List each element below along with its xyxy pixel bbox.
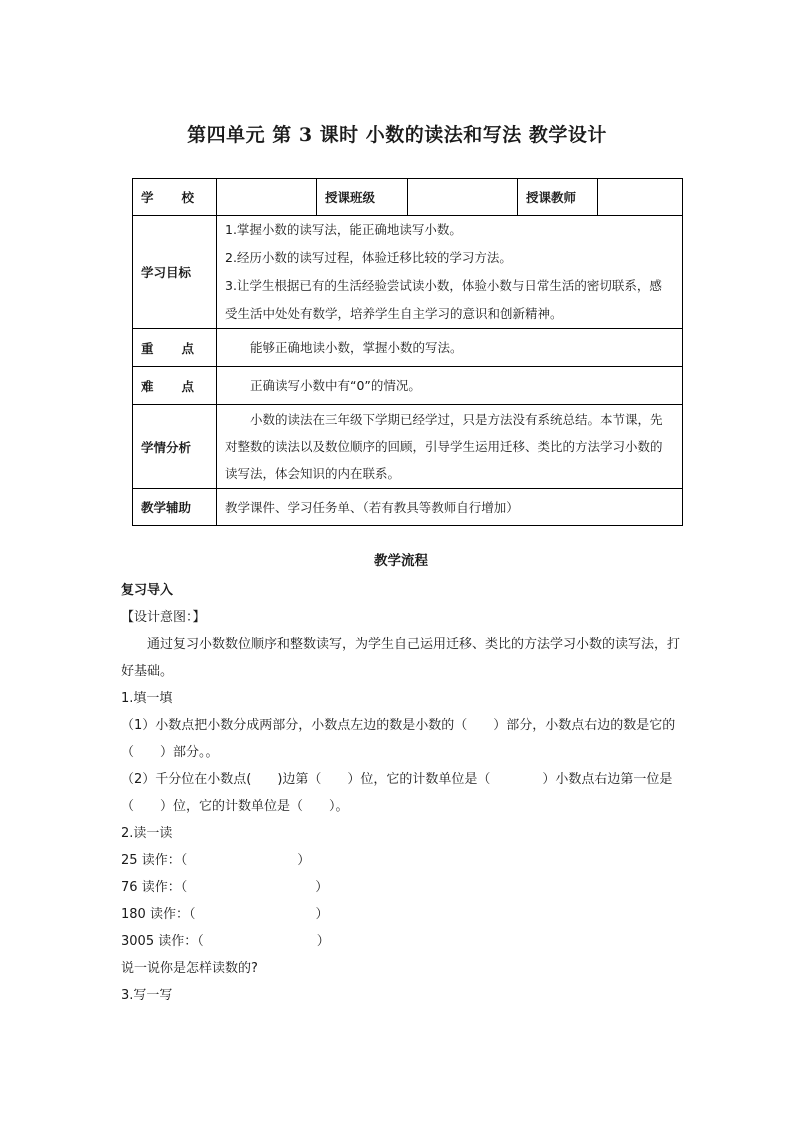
table-row <box>133 179 683 216</box>
objective-item: 2.经历小数的读写过程，体验迁移比较的学习方法。 <box>225 250 512 265</box>
table-row <box>133 216 683 329</box>
difficult-point-label: 难 点 <box>133 367 217 405</box>
read-item: 3005 读作：（ ） <box>121 934 330 949</box>
school-value-cell <box>217 179 317 216</box>
objectives-cell <box>217 216 683 329</box>
page-title: 第四单元 第 3 课时 小数的读法和写法 教学设计 <box>187 124 607 146</box>
teacher-value-cell <box>598 179 683 216</box>
read-item: 25 读作：（ ） <box>121 853 311 868</box>
table-row <box>133 489 683 526</box>
class-value-cell <box>408 179 518 216</box>
question-2-title: 2.读一读 <box>121 826 173 841</box>
key-point-text: 能够正确地读小数，掌握小数的写法。 <box>217 329 683 367</box>
design-intent-label: 【设计意图：】 <box>121 610 206 625</box>
question-1a: （1）小数点把小数分成两部分，小数点左边的数是小数的（ ）部分，小数点右边的数是它的（ ）部分。。 <box>121 718 676 760</box>
teacher-label: 授课教师 <box>518 179 598 216</box>
flow-title: 教学流程 <box>374 553 428 569</box>
table-row <box>133 329 683 367</box>
question-1b: （2）千分位在小数点( )边第（ ）位，它的计数单位是（ ）小数点右边第一位是（ ）位，它的计数单位是（ ）。 <box>121 772 673 814</box>
school-label: 学 校 <box>133 179 217 216</box>
aids-text: 教学课件、学习任务单、（若有教具等教师自行增加） <box>217 489 683 526</box>
question-3-title: 3.写一写 <box>121 988 173 1003</box>
analysis-text: 小数的读法在三年级下学期已经学过，只是方法没有系统总结。本节课，先对整数的读法以及数位顺序的回顾，引导学生运用迁移、类比的方法学习小数的读写法，体会知识的内在联系。 <box>217 405 683 489</box>
lesson-info-table <box>132 178 683 526</box>
difficult-point-text: 正确读写小数中有“0”的情况。 <box>217 367 683 405</box>
read-item: 180 读作：（ ） <box>121 907 329 922</box>
objective-item: 3.让学生根据已有的生活经验尝试读小数，体验小数与日常生活的密切联系，感受生活中处处有数学，培养学生自主学习的意识和创新精神。 <box>225 278 662 321</box>
question-2-prompt: 说一说你是怎样读数的? <box>121 961 258 976</box>
question-1-title: 1.填一填 <box>121 691 173 706</box>
section-heading: 复习导入 <box>121 583 174 598</box>
design-intent-text: 通过复习小数数位顺序和整数读写，为学生自己运用迁移、类比的方法学习小数的读写法，打好基础。 <box>121 637 681 679</box>
read-item: 76 读作：（ ） <box>121 880 329 895</box>
class-label: 授课班级 <box>317 179 408 216</box>
analysis-label: 学情分析 <box>133 405 217 489</box>
table-row <box>133 405 683 489</box>
teaching-flow <box>121 549 681 1009</box>
aids-label: 教学辅助 <box>133 489 217 526</box>
table-row <box>133 367 683 405</box>
objective-item: 1.掌握小数的读写法，能正确地读写小数。 <box>225 222 462 237</box>
key-point-label: 重 点 <box>133 329 217 367</box>
objectives-label: 学习目标 <box>133 216 217 329</box>
